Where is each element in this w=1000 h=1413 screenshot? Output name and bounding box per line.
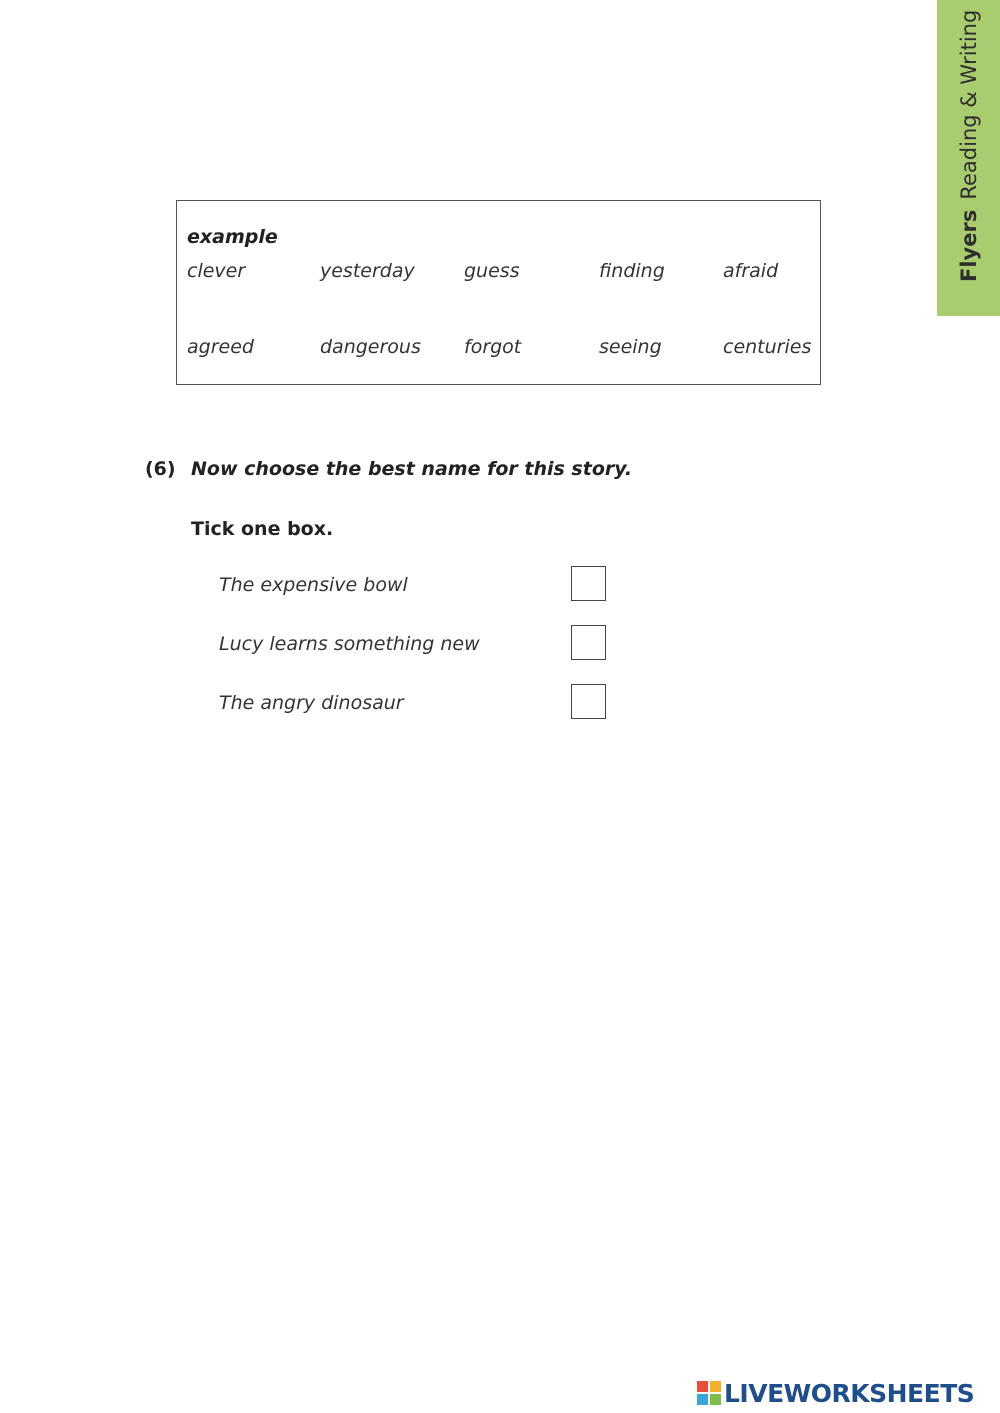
option-label: The expensive bowl bbox=[219, 574, 408, 596]
example-label: example bbox=[187, 226, 278, 248]
word-clever: clever bbox=[187, 260, 246, 282]
side-tab-text bbox=[937, 0, 1000, 290]
exam-section: Reading & Writing bbox=[956, 9, 981, 200]
side-tab bbox=[937, 0, 1000, 316]
word-guess: guess bbox=[464, 260, 520, 282]
option-label: The angry dinosaur bbox=[219, 692, 404, 714]
option-checkbox[interactable] bbox=[571, 625, 606, 660]
question-number: (6) bbox=[145, 458, 176, 480]
option-checkbox[interactable] bbox=[571, 684, 606, 719]
liveworksheets-logo-icon bbox=[697, 1381, 721, 1405]
word-afraid: afraid bbox=[723, 260, 779, 282]
option-row bbox=[219, 566, 619, 606]
word-forgot: forgot bbox=[464, 336, 522, 358]
word-centuries: centuries bbox=[723, 336, 812, 358]
instruction: Tick one box. bbox=[191, 518, 334, 540]
option-row bbox=[219, 684, 619, 724]
word-agreed: agreed bbox=[187, 336, 254, 358]
word-dangerous: dangerous bbox=[320, 336, 421, 358]
liveworksheets-logo bbox=[697, 1378, 974, 1408]
logo-text: LIVEWORKSHEETS bbox=[724, 1378, 975, 1408]
option-label: Lucy learns something new bbox=[219, 633, 480, 655]
option-row bbox=[219, 625, 619, 665]
word-box bbox=[176, 200, 821, 385]
question bbox=[145, 458, 632, 480]
word-yesterday: yesterday bbox=[320, 260, 415, 282]
word-finding: finding bbox=[599, 260, 665, 282]
word-seeing: seeing bbox=[599, 336, 662, 358]
exam-level: Flyers bbox=[956, 209, 981, 282]
option-checkbox[interactable] bbox=[571, 566, 606, 601]
question-text: Now choose the best name for this story. bbox=[191, 458, 633, 480]
